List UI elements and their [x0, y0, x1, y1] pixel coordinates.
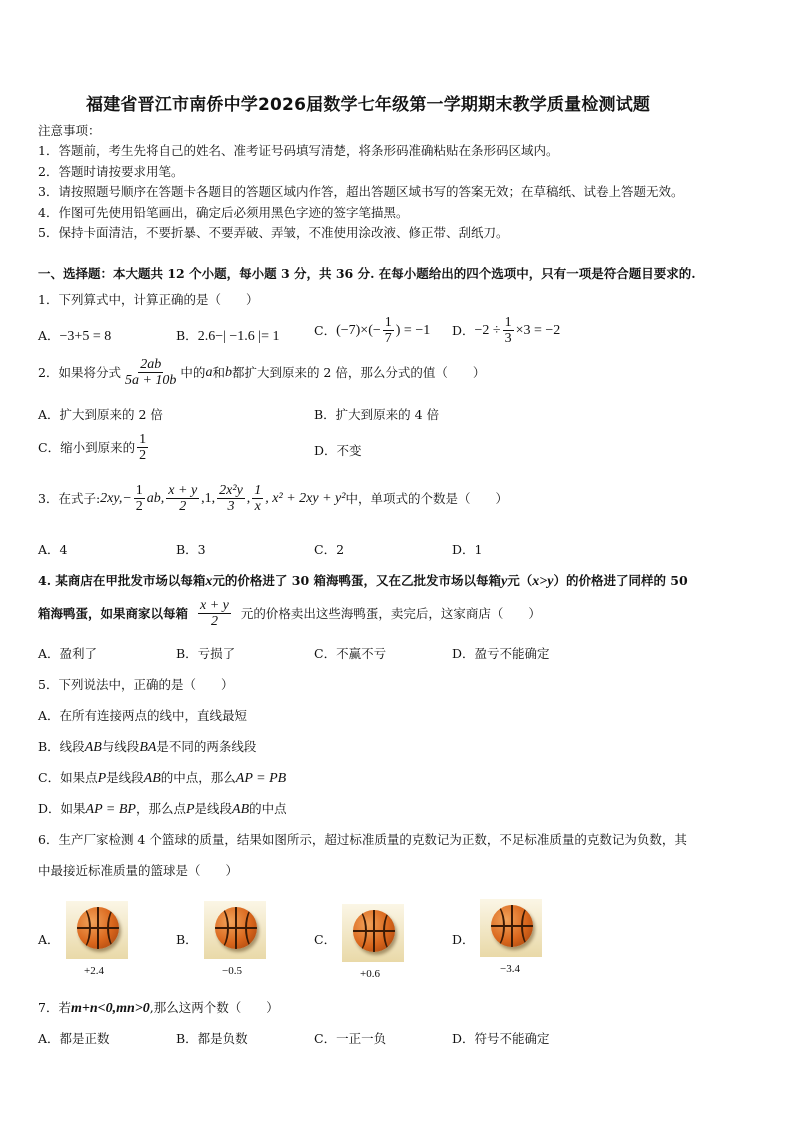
- q3-option-d: D．1: [452, 542, 483, 557]
- q6-line1: 6．生产厂家检测 4 个篮球的质量，结果如图所示，超过标准质量的克数记为正数，不足标准质量的克数记为负数，其: [38, 832, 687, 847]
- q3-option-b: B．3: [176, 542, 206, 557]
- q1-d-label: D．: [452, 323, 475, 338]
- q2-option-c: [38, 432, 150, 463]
- q3-f4-den: x: [254, 499, 261, 514]
- q1-c-fraction: [383, 315, 394, 346]
- q4-frac-den: 2: [210, 614, 218, 629]
- q5-d-mid: ，那么点: [135, 801, 186, 816]
- q3-f1-den: 2: [135, 499, 143, 514]
- q3-option-a: A．4: [38, 542, 68, 557]
- q2-c-num: 1: [139, 432, 147, 447]
- notice-heading: 注意事项：: [38, 123, 101, 138]
- q6-option-c-label: C．: [314, 932, 337, 947]
- q7-option-c: C．一正一负: [314, 1031, 387, 1046]
- q5-b-v2: BA: [139, 740, 157, 755]
- q3-option-c: C．2: [314, 542, 345, 557]
- q1-c-den: 7: [384, 331, 392, 346]
- q6-option-d-value: −3.4: [500, 963, 520, 975]
- notice-item-5: 5．保持卡面清洁，不要折暴、不要弄破、弄皱，不准使用涂改液、修正带、刮纸刀。: [38, 225, 509, 240]
- q2-frac-num: 2ab: [140, 357, 162, 372]
- basketball-icon: [77, 907, 119, 949]
- q6-option-b-image: [204, 901, 266, 959]
- q2-post: 都扩大到原来的 2 倍，那么分式的值（ ）: [231, 365, 486, 380]
- q1-c-pre: (−7)×(−: [336, 323, 381, 338]
- q2-pre: 2．如果将分式: [38, 365, 121, 380]
- q4-fraction: [198, 598, 231, 629]
- q7-pre: 7．若: [38, 1000, 71, 1015]
- q2-var-b: b: [224, 365, 232, 380]
- q2-c-pre: C．缩小到原来的: [38, 440, 136, 455]
- q1-b-label: B．: [176, 328, 198, 343]
- q5-option-c: [38, 770, 286, 786]
- q7-option-a: A．都是正数: [38, 1031, 110, 1046]
- notice-item-4: 4．作图可先使用铅笔画出，确定后必须用黑色字迹的签字笔描黑。: [38, 205, 409, 220]
- q2-mid1: 中的: [180, 365, 206, 380]
- q1-option-d: [452, 315, 560, 346]
- q5-d-eq: AP = BP: [85, 802, 136, 817]
- q4-var-y: y: [501, 574, 508, 589]
- q5-b-v1: AB: [84, 740, 102, 755]
- q5-d-v2: AB: [232, 802, 250, 817]
- q5-c-v1: P: [97, 771, 107, 786]
- q5-b-mid: 与线段: [101, 739, 140, 754]
- q3-fraction-2: [166, 483, 199, 514]
- q6-option-b-label: B．: [176, 932, 198, 947]
- q1-stem: 1．下列算式中，计算正确的是（ ）: [38, 292, 259, 307]
- q3-f2-num: x + y: [168, 483, 198, 498]
- q1-d-num: 1: [504, 315, 512, 330]
- q3-e4: ,: [246, 491, 251, 506]
- q6-option-d-label: D．: [452, 932, 475, 947]
- basketball-icon: [491, 905, 533, 947]
- q7-option-b: B．都是负数: [176, 1031, 248, 1046]
- notice-item-2: 2．答题时请按要求用笔。: [38, 164, 184, 179]
- q4-line1-mid: 元的价格进了 30 箱海鸭蛋，又在乙批发市场以每箱: [212, 573, 502, 588]
- q6-option-a-label: A．: [38, 932, 60, 947]
- q4-frac-num: x + y: [200, 598, 229, 613]
- q4-option-d: D．盈亏不能确定: [452, 646, 550, 661]
- notice-item-3: 3．请按照题号顺序在答题卡各题目的答题区域内作答，超出答题区域书写的答案无效；在草稿纸、试卷上答题无效。: [38, 184, 684, 199]
- q5-d-v1: P: [185, 802, 195, 817]
- q1-c-num: 1: [384, 315, 392, 330]
- q6-option-d-image: [480, 899, 542, 957]
- q3-e5: , x² + 2xy + y²: [265, 491, 346, 506]
- q3-f4-num: 1: [254, 483, 262, 498]
- q5-b-pre: B．线段: [38, 739, 85, 754]
- q4-line2-pre: 箱海鸭蛋，如果商家以每箱: [38, 606, 189, 621]
- basketball-icon: [215, 907, 257, 949]
- q7-condition: m+n<0,mn>0: [70, 1001, 150, 1016]
- q1-c-label: C．: [314, 323, 337, 338]
- q4-option-b: B．亏损了: [176, 646, 236, 661]
- q4-var-x: x: [205, 574, 213, 589]
- q1-d-post: ×3 = −2: [515, 323, 561, 338]
- q3-e1: 2xy,−: [100, 491, 132, 506]
- q3-pre: 3．在式子:: [38, 491, 101, 506]
- q1-b-expr: 2.6−| −1.6 |= 1: [197, 329, 280, 344]
- q6-option-a-value: +2.4: [84, 965, 104, 977]
- q3-stem: [38, 483, 508, 514]
- q1-d-den: 3: [504, 331, 512, 346]
- q7-stem: [38, 1000, 279, 1016]
- q3-post: 中，单项式的个数是（ ）: [345, 491, 508, 506]
- q7-post: ,那么这两个数（ ）: [149, 1000, 279, 1015]
- q2-option-a: A．扩大到原来的 2 倍: [38, 407, 163, 422]
- q1-d-fraction: [503, 315, 514, 346]
- q2-var-a: a: [205, 365, 213, 380]
- q6-option-b-value: −0.5: [222, 965, 242, 977]
- q3-f1-num: 1: [135, 483, 143, 498]
- q4-option-a: A．盈利了: [38, 646, 98, 661]
- q4-condition: x>y: [532, 574, 554, 589]
- q5-c-v2: AB: [143, 771, 161, 786]
- q5-option-b: [38, 739, 256, 755]
- q5-c-eq: AP = PB: [235, 771, 287, 786]
- q7-option-d: D．符号不能确定: [452, 1031, 550, 1046]
- q2-option-b: B．扩大到原来的 4 倍: [314, 407, 440, 422]
- q4-line1-mid2: 元（: [507, 573, 533, 588]
- basketball-icon: [353, 910, 395, 952]
- q2-c-fraction: [137, 432, 148, 463]
- q2-frac-den: 5a + 10b: [124, 373, 177, 388]
- q2-option-d: D．不变: [314, 443, 362, 458]
- section-heading: 一、选择题：本大题共 12 个小题，每小题 3 分，共 36 分. 在每小题给出的四个选项中，只有一项是符合题目要求的.: [38, 266, 696, 281]
- q6-option-a-image: [66, 901, 128, 959]
- q1-c-post: ) = −1: [395, 323, 431, 338]
- q5-option-a: A．在所有连接两点的线中，直线最短: [38, 708, 248, 723]
- q1-a-label: A．: [38, 328, 60, 343]
- q5-c-mid2: 的中点，那么: [160, 770, 236, 785]
- q5-c-pre: C．如果点: [38, 770, 98, 785]
- q5-c-mid: 是线段: [106, 770, 144, 785]
- q2-stem: [38, 357, 485, 388]
- q3-f3-num: 2x²y: [219, 483, 243, 498]
- q4-line2: [38, 598, 541, 629]
- q3-fraction-4: [252, 483, 263, 514]
- q1-a-expr: −3+5 = 8: [59, 329, 112, 344]
- q3-fraction-3: [217, 483, 245, 514]
- q1-option-c: [314, 315, 430, 346]
- q6-option-c-value: +0.6: [360, 968, 380, 980]
- q5-d-mid2: 是线段: [194, 801, 233, 816]
- q4-line1: [38, 573, 688, 589]
- q6-option-c-image: [342, 904, 404, 962]
- q3-f3-den: 3: [227, 499, 235, 514]
- q3-e3: ,1,: [201, 491, 216, 506]
- q5-d-post: 的中点: [249, 801, 287, 816]
- q5-d-pre: D．如果: [38, 801, 86, 816]
- q2-fraction: [123, 357, 178, 388]
- q4-line2-post: 元的价格卖出这些海鸭蛋，卖完后，这家商店（ ）: [240, 606, 541, 621]
- q5-option-d: [38, 801, 287, 817]
- q5-stem: 5．下列说法中，正确的是（ ）: [38, 677, 234, 692]
- q4-line1-post: ）的价格进了同样的 50: [553, 573, 688, 588]
- q1-d-pre: −2 ÷: [474, 323, 501, 338]
- q6-line2: 中最接近标准质量的篮球是（ ）: [38, 863, 239, 878]
- q1-option-b: [176, 328, 279, 344]
- q5-b-post: 是不同的两条线段: [156, 739, 257, 754]
- page-title: 福建省晋江市南侨中学2026届数学七年级第一学期期末教学质量检测试题: [86, 95, 651, 115]
- q3-fraction-1: [134, 483, 145, 514]
- q2-c-den: 2: [139, 448, 147, 463]
- q4-option-c: C．不赢不亏: [314, 646, 387, 661]
- notice-item-1: 1．答题前，考生先将自己的姓名、准考证号码填写清楚，将条形码准确粘贴在条形码区域内。: [38, 143, 559, 158]
- q4-line1-pre: 4. 某商店在甲批发市场以每箱: [38, 573, 206, 588]
- q2-mid2: 和: [212, 365, 225, 380]
- q3-e2: ab,: [146, 491, 165, 506]
- q3-f2-den: 2: [179, 499, 187, 514]
- q1-option-a: [38, 328, 111, 344]
